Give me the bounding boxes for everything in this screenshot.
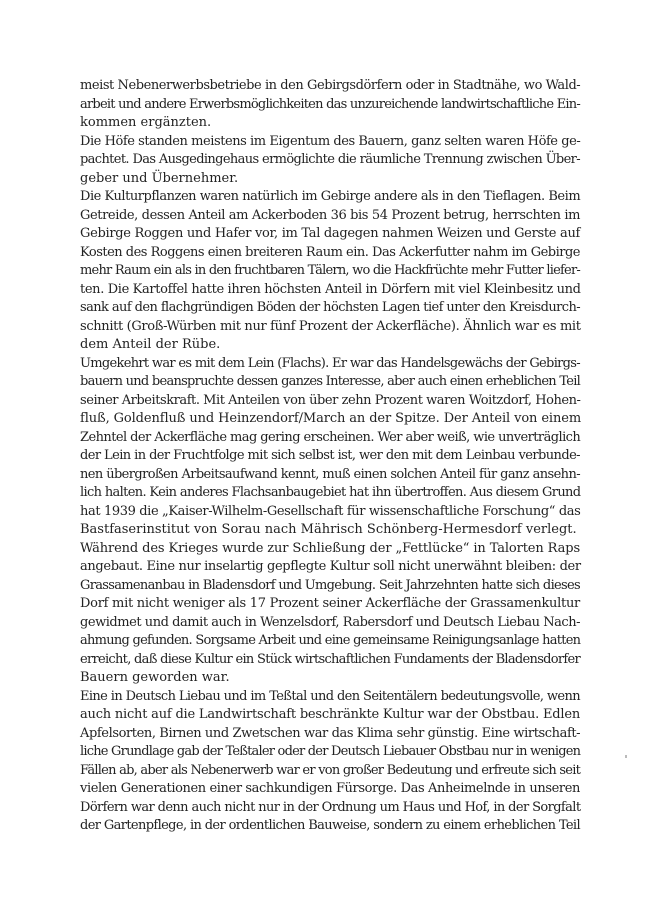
- text-line: Kosten des Roggens einen breiteren Raum ein. Das Ackerfutter nahm im Gebirge: [80, 244, 580, 260]
- text-line: kommen ergänzten.: [80, 115, 212, 130]
- text-line: Grassamenanbau in Bladensdorf und Umgebung. Seit Jahrzehnten hatte sich dieses: [80, 577, 580, 593]
- text-line: pachtet. Das Ausgedingehaus ermöglichte die räumliche Trennung zwischen Über-: [80, 152, 580, 167]
- text-line: Die Höfe standen meistens im Eigentum des Bauern, ganz selten waren Höfe ge-: [80, 133, 581, 149]
- text-line: geber und Übernehmer.: [80, 170, 239, 186]
- paragraph: [80, 188, 580, 355]
- text-line: Die Kulturpflanzen waren natürlich im Gebirge andere als in den Tieflagen. Beim: [80, 189, 581, 204]
- text-line: ahmung gefunden. Sorgsame Arbeit und eine gemeinsame Reinigungsanlage hatten: [80, 633, 581, 648]
- text-line: Getreide, dessen Anteil am Ackerboden 36 bis 54 Prozent betrug, herrschten im: [80, 207, 580, 223]
- text-line: Umgekehrt war es mit dem Lein (Flachs). Er war das Handelsgewächs der Gebirgs-: [80, 355, 580, 371]
- text-line: Bastfaserinstitut von Sorau nach Mährisch Schönberg-Hermesdorf verlegt.: [80, 522, 577, 537]
- text-line: angebaut. Eine nur inselartig gepflegte Kultur soll nicht unerwähnt bleiben: der: [80, 559, 581, 574]
- text-line: liche Grundlage gab der Teßtaler oder der Deutsch Liebauer Obstbau nur in wenigen: [80, 744, 581, 759]
- text-line: hat 1939 die „Kaiser-Wilhelm-Gesellschaft für wissenschaftliche Forschung“ das: [80, 503, 581, 519]
- text-line: der Gartenpflege, in der ordentlichen Bauweise, sondern zu einem erheblichen Teil: [80, 818, 580, 833]
- text-line: Bauern geworden war.: [80, 670, 230, 685]
- text-line: auch nicht auf die Landwirtschaft beschränkte Kultur war der Obstbau. Edlen: [80, 707, 580, 722]
- text-line: dem Anteil der Rübe.: [80, 337, 221, 352]
- text-line: Dörfern war denn auch nicht nur in der Ordnung um Haus und Hof, in der Sorgfalt: [80, 799, 581, 815]
- paragraph: [80, 133, 580, 189]
- paragraph: [80, 540, 580, 688]
- paragraph: [80, 355, 580, 540]
- text-line: Während des Krieges wurde zur Schließung der „Fettlücke“ in Talorten Raps: [80, 540, 580, 556]
- paragraph: [80, 77, 580, 133]
- text-line: gewidmet und damit auch in Wenzelsdorf, Rabersdorf und Deutsch Liebau Nach-: [80, 614, 581, 630]
- text-line: Dorf mit nicht weniger als 17 Prozent seiner Ackerfläche der Grassamenkultur: [80, 596, 580, 611]
- text-line: meist Nebenerwerbsbetriebe in den Gebirgsdörfern oder in Stadtnähe, wo Wald-: [80, 78, 581, 93]
- text-line: Eine in Deutsch Liebau und im Teßtal und den Seitentälern bedeutungsvolle, wenn: [80, 688, 580, 704]
- text-line: mehr Raum ein als in den fruchtbaren Tälern, wo die Hackfrüchte mehr Futter liefer-: [80, 263, 580, 278]
- text-line: arbeit und andere Erwerbsmöglichkeiten das unzureichende landwirtschaftliche Ein-: [80, 96, 580, 112]
- text-line: erreicht, daß diese Kultur ein Stück wirtschaftlichen Fundaments der Bladensdorfer: [80, 651, 580, 667]
- paragraph: [80, 688, 580, 836]
- text-line: nen übergroßen Arbeitsaufwand kennt, muß einen solchen Anteil für ganz ansehn-: [80, 466, 580, 482]
- text-line: bauern und beanspruchte dessen ganzes Interesse, aber auch einen erheblichen Teil: [80, 374, 581, 389]
- text-line: ten. Die Kartoffel hatte ihren höchsten Anteil in Dörfern mit viel Kleinbesitz und: [80, 281, 581, 297]
- text-line: Apfelsorten, Birnen und Zwetschen war das Klima sehr günstig. Eine wirtschaft-: [80, 725, 581, 741]
- margin-mark: [625, 755, 627, 758]
- text-line: Fällen ab, aber als Nebenerwerb war er von großer Bedeutung und erfreute sich seit: [80, 762, 581, 778]
- text-line: fluß, Goldenfluß und Heinzendorf/March an der Spitze. Der Anteil von einem: [80, 411, 582, 426]
- text-line: lich halten. Kein anderes Flachsanbaugebiet hat ihn übertroffen. Aus diesem Grund: [80, 485, 581, 500]
- text-line: der Lein in der Fruchtfolge mit sich selbst ist, wer den mit dem Leinbau verbunde-: [80, 448, 580, 463]
- text-line: Gebirge Roggen und Hafer vor, im Tal dagegen nahmen Weizen und Gerste auf: [80, 226, 581, 241]
- text-line: schnitt (Groß-Würben mit nur fünf Prozent der Ackerfläche). Ähnlich war es mit: [80, 318, 581, 334]
- text-line: vielen Generationen einer sachkundigen Fürsorge. Das Anheimelnde in unseren: [80, 781, 580, 796]
- text-line: Zehntel der Ackerfläche mag gering erscheinen. Wer aber weiß, wie unverträglich: [80, 429, 581, 445]
- text-line: sank auf den flachgründigen Böden der höchsten Lagen tief unter den Kreisdurch-: [80, 300, 581, 315]
- body-text: [80, 77, 580, 836]
- text-line: seiner Arbeitskraft. Mit Anteilen von über zehn Prozent waren Woitzdorf, Hohen-: [80, 392, 581, 408]
